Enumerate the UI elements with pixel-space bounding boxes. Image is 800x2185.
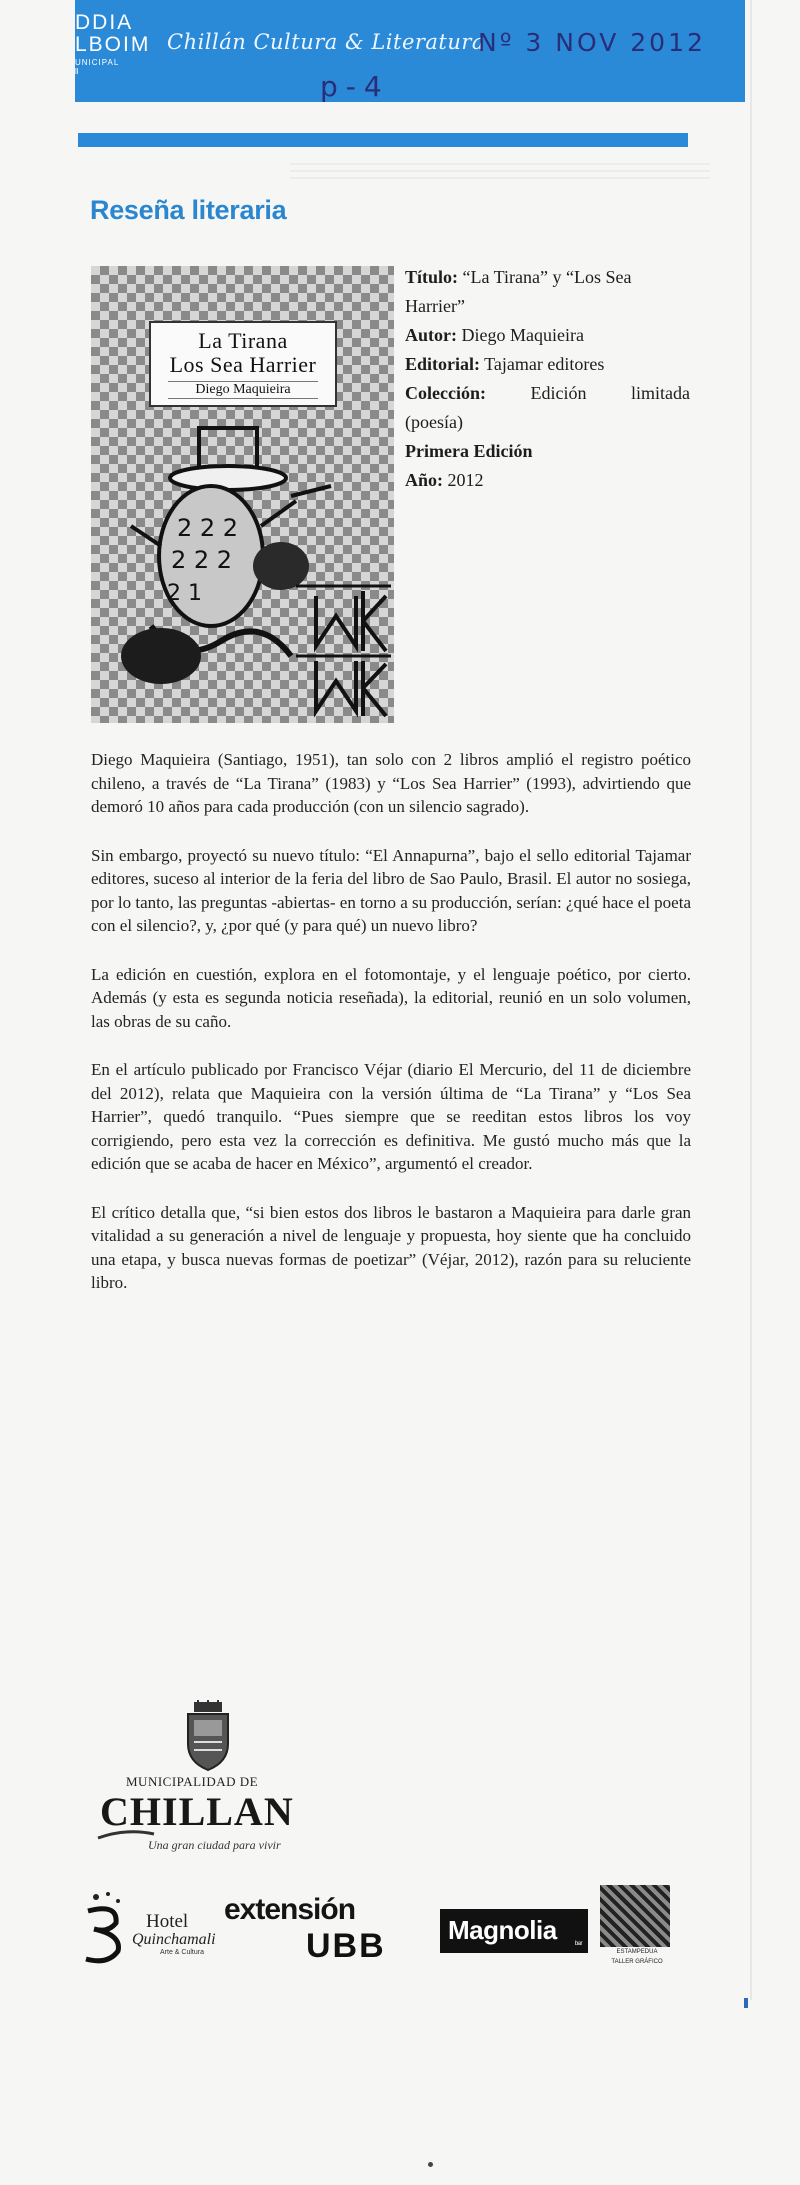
info-title-line <box>405 263 690 292</box>
bleed-through-text <box>290 158 710 182</box>
article-body <box>91 748 691 1320</box>
info-title-value-1: “La Tirana” y “Los Sea <box>458 267 632 287</box>
info-collection-label: Colección: <box>405 383 486 403</box>
article-paragraph-5: El crítico detalla que, “si bien estos dos libros le bastaron a Maquieira para darle gran vitalidad a su generación a nivel de lenguaje y propuesta, hoy siente que ha concluido una etapa, y busca nuevas formas de poetizar” (Véjar, 2012), razón para su reluciente libro. <box>91 1202 691 1292</box>
magnolia-logo <box>440 1909 588 1953</box>
handwritten-issue-note: Nº 3 NOV 2012 <box>478 28 706 57</box>
info-author-line <box>405 321 690 350</box>
info-title-line-2: Harrier” <box>405 296 465 316</box>
extension-ubb-logo <box>224 1893 384 1968</box>
info-year-value: 2012 <box>443 470 484 490</box>
hotel-subtitle: Arte & Cultura <box>160 1949 204 1956</box>
header-logo-line-3: UNICIPAL <box>75 58 120 67</box>
municipalidad-tagline: Una gran ciudad para vivir <box>148 1838 281 1852</box>
emblem-caption-1: ESTAMPEDUA <box>616 1949 658 1955</box>
info-publisher-value: Tajamar editores <box>480 354 605 374</box>
municipalidad-logo <box>96 1700 316 1860</box>
coat-of-arms-icon <box>178 1700 238 1772</box>
article-paragraph-4: En el artículo publicado por Francisco Véjar (diario El Mercurio, del 11 de diciembre del 2012), relata que Maquieira con la versión última de “La Tirana” y “Los Sea Harrier”, quedó tranquilo. “Pues siempre que se reeditan estos libros los voy corrigiendo, pero esta vez la corrección es definitiva. Me gustó mucho más que la edición que se acaba de hacer en México”, argumentó el creador. <box>91 1060 691 1173</box>
article-paragraph-3: La edición en cuestión, explora en el fotomontaje, y el lenguaje poético, por cierto. Además (y esta es segunda noticia reseñada), la editorial, reunió en un solo volumen, las obras de su caño. <box>91 964 691 1031</box>
sponsor-logos <box>78 1885 678 1975</box>
header-divider-bar <box>78 133 688 147</box>
cover-illustration <box>91 406 394 723</box>
info-author-value: Diego Maquieira <box>457 325 584 345</box>
book-cover-image <box>91 266 394 723</box>
section-title: Reseña literaria <box>90 195 287 225</box>
series-title: Chillán Cultura & Literatura <box>167 30 485 54</box>
cover-title-box <box>149 321 337 407</box>
cover-title-line-2: Los Sea Harrier <box>169 352 317 377</box>
info-publisher-label: Editorial: <box>405 354 480 374</box>
municipalidad-name: MUNICIPALIDAD DE <box>126 1774 259 1789</box>
info-collection-line-2: (poesía) <box>405 412 463 432</box>
header-logo-text <box>75 12 167 76</box>
book-info <box>405 263 690 495</box>
scan-dust-dot <box>428 2162 433 2167</box>
info-collection-value-1: Edición limitada <box>485 383 690 403</box>
hotel-word: Hotel <box>146 1911 189 1932</box>
article-paragraph-1: Diego Maquieira (Santiago, 1951), tan solo con 2 libros amplió el registro poético chileno, a través de “La Tirana” (1983) y “Los Sea Harrier” (1993), advirtiendo que demoró 10 años para cada producción (con un silencio sagrado). <box>91 750 691 816</box>
swoosh-icon <box>96 1828 156 1842</box>
cover-author: Diego Maquieira <box>168 381 318 399</box>
info-collection-line <box>405 379 690 408</box>
magnolia-word: Magnolia <box>448 1915 557 1945</box>
info-year-label: Año: <box>405 470 444 490</box>
svg-text:2 1: 2 1 <box>167 581 202 606</box>
page-edge-shadow <box>750 0 752 2000</box>
hotel-emblem-icon <box>78 1889 138 1969</box>
info-title-label: Título: <box>405 267 459 287</box>
municipalidad-city: CHILLAN <box>100 1789 294 1834</box>
info-edition: Primera Edición <box>405 441 533 461</box>
magnolia-sub: bar <box>574 1941 582 1947</box>
header-logo-line-4: ll <box>75 67 79 76</box>
extension-ubb: UBB <box>306 1927 386 1965</box>
header-logo-line-2: LBOIM <box>75 33 151 56</box>
handwritten-page-note: p-4 <box>320 70 390 103</box>
hotel-name: Quinchamali <box>132 1931 216 1948</box>
emblem-caption-2: TALLER GRÁFICO <box>611 1959 663 1965</box>
info-author-label: Autor: <box>405 325 457 345</box>
info-publisher-line <box>405 350 690 379</box>
header-logo-line-1: DDIA <box>75 11 134 34</box>
hotel-quinchamali-logo <box>78 1889 216 1969</box>
cover-title-line-1: La Tirana <box>198 328 288 353</box>
extension-word: extensión <box>224 1893 356 1926</box>
info-year-line <box>405 466 690 495</box>
svg-text:2 2 2: 2 2 2 <box>171 546 233 574</box>
edge-ink-mark <box>744 1998 748 2008</box>
estampedua-emblem-icon <box>600 1885 670 1947</box>
article-paragraph-2: Sin embargo, proyectó su nuevo título: “El Annapurna”, bajo el sello editorial Tajamar editores, suceso al interior de la feria del libro de Sao Paulo, Brasil. El autor no sosiega, por lo tanto, las preguntas -abiertas- en torno a su producción, serían: ¿qué hace el poeta con el silencio?, y, ¿por qué (y para qué) un nuevo libro? <box>91 845 691 935</box>
svg-text:2 2 2: 2 2 2 <box>177 514 239 542</box>
